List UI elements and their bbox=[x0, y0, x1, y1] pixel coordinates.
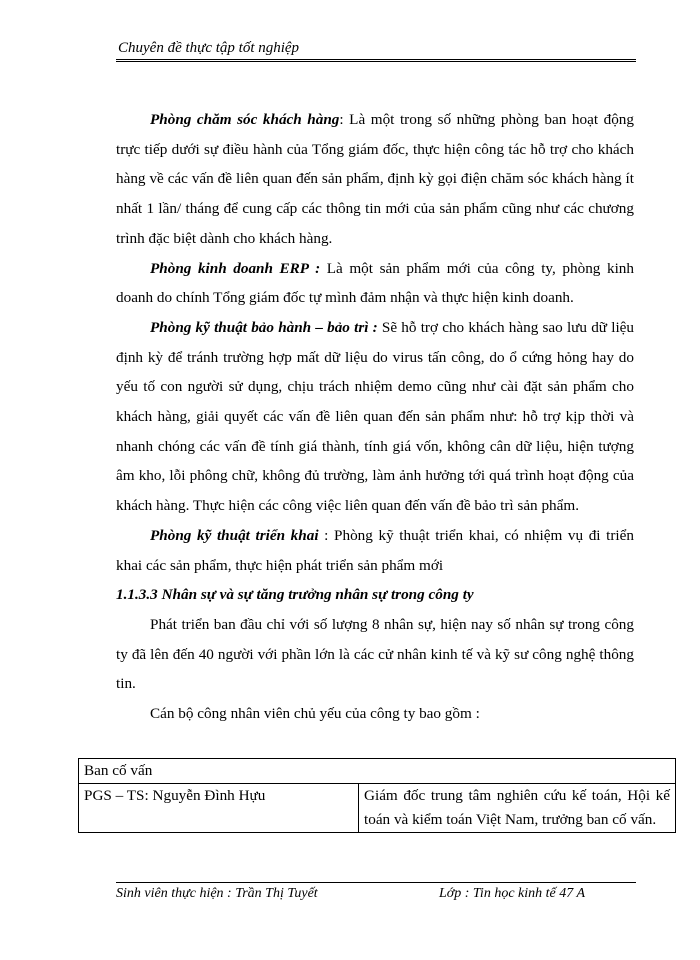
page-header-title: Chuyên đề thực tập tốt nghiệp bbox=[118, 40, 300, 56]
table-cell-name: PGS – TS: Nguyễn Đình Hựu bbox=[79, 784, 359, 833]
table-group-label: Ban cố vấn bbox=[79, 759, 676, 784]
paragraph-erp-sales bbox=[116, 254, 634, 313]
footer-student: Sinh viên thực hiện : Trần Thị Tuyết bbox=[116, 886, 318, 901]
text-customer-care: : Là một trong số những phòng ban hoạt động trực tiếp dưới sự điều hành của Tổng giám đốc, thực hiện công tác hỗ trợ cho khách hàng về các vấn đề liên quan đến sản phẩm, định kỳ gọi điện chăm sóc khách hàng ít nhất 1 lần/ tháng để cung cấp các thông tin mới của sản phẩm cũng như các chương trình đặc biệt dành cho khách hàng. bbox=[116, 111, 634, 247]
term-deployment: Phòng kỹ thuật triển khai bbox=[150, 526, 319, 544]
section-heading: 1.1.3.3 Nhân sự và sự tăng trưởng nhân sự trong công ty bbox=[116, 586, 474, 604]
paragraph-customer-care bbox=[116, 105, 634, 254]
term-warranty: Phòng kỹ thuật bảo hành – bảo trì : bbox=[150, 318, 378, 336]
table-cell-role: Giám đốc trung tâm nghiên cứu kế toán, Hội kế toán và kiểm toán Việt Nam, trưởng ban cố vấn. bbox=[359, 784, 676, 833]
paragraph-staff-intro: Cán bộ công nhân viên chủ yếu của công ty bao gồm : bbox=[150, 705, 480, 723]
staff-table bbox=[78, 758, 676, 833]
table-row bbox=[79, 784, 676, 833]
term-erp-sales: Phòng kinh doanh ERP : bbox=[150, 259, 321, 277]
text-erp-sales: Là một sản phẩm mới của công ty, phòng kinh doanh do chính Tổng giám đốc tự mình đảm nhận và thực hiện kinh doanh. bbox=[116, 259, 634, 307]
table-group-row bbox=[79, 759, 676, 784]
footer-class: Lớp : Tin học kinh tế 47 A bbox=[439, 886, 586, 901]
text-warranty: Sẽ hỗ trợ cho khách hàng sao lưu dữ liệu định kỳ để tránh trường hợp mất dữ liệu do virus tấn công, do ổ cứng hỏng hay do yếu tố con người sử dụng, chịu trách nhiệm demo cũng như cài đặt sản phẩm cho khách hàng, giải quyết các vấn đề liên quan đến sản phẩm như: hỗ trợ kịp thời và nhanh chóng các vấn đề tính giá thành, tính giá vốn, không cân dữ liệu, hiện tượng âm kho, lỗi phông chữ, không đủ trường, làm ảnh hưởng tới quá trình hoạt động của khách hàng. Thực hiện các công việc liên quan đến vấn đề bảo trì sản phẩm. bbox=[116, 318, 634, 515]
term-customer-care: Phòng chăm sóc khách hàng bbox=[150, 111, 340, 128]
paragraph-warranty bbox=[116, 313, 634, 521]
text-deployment: : Phòng kỹ thuật triển khai, có nhiệm vụ đi triển khai các sản phẩm, thực hiện phát triển sản phẩm mới bbox=[116, 526, 634, 574]
header-divider bbox=[116, 59, 636, 63]
paragraph-staff-growth: Phát triển ban đầu chỉ với số lượng 8 nhân sự, hiện nay số nhân sự trong công ty đã lên đến 40 người với phần lớn là các cử nhân kinh tế và kỹ sư công nghệ thông tin. bbox=[116, 615, 634, 693]
document-body bbox=[116, 105, 634, 729]
paragraph-deployment bbox=[116, 521, 634, 580]
footer-divider bbox=[116, 882, 636, 883]
